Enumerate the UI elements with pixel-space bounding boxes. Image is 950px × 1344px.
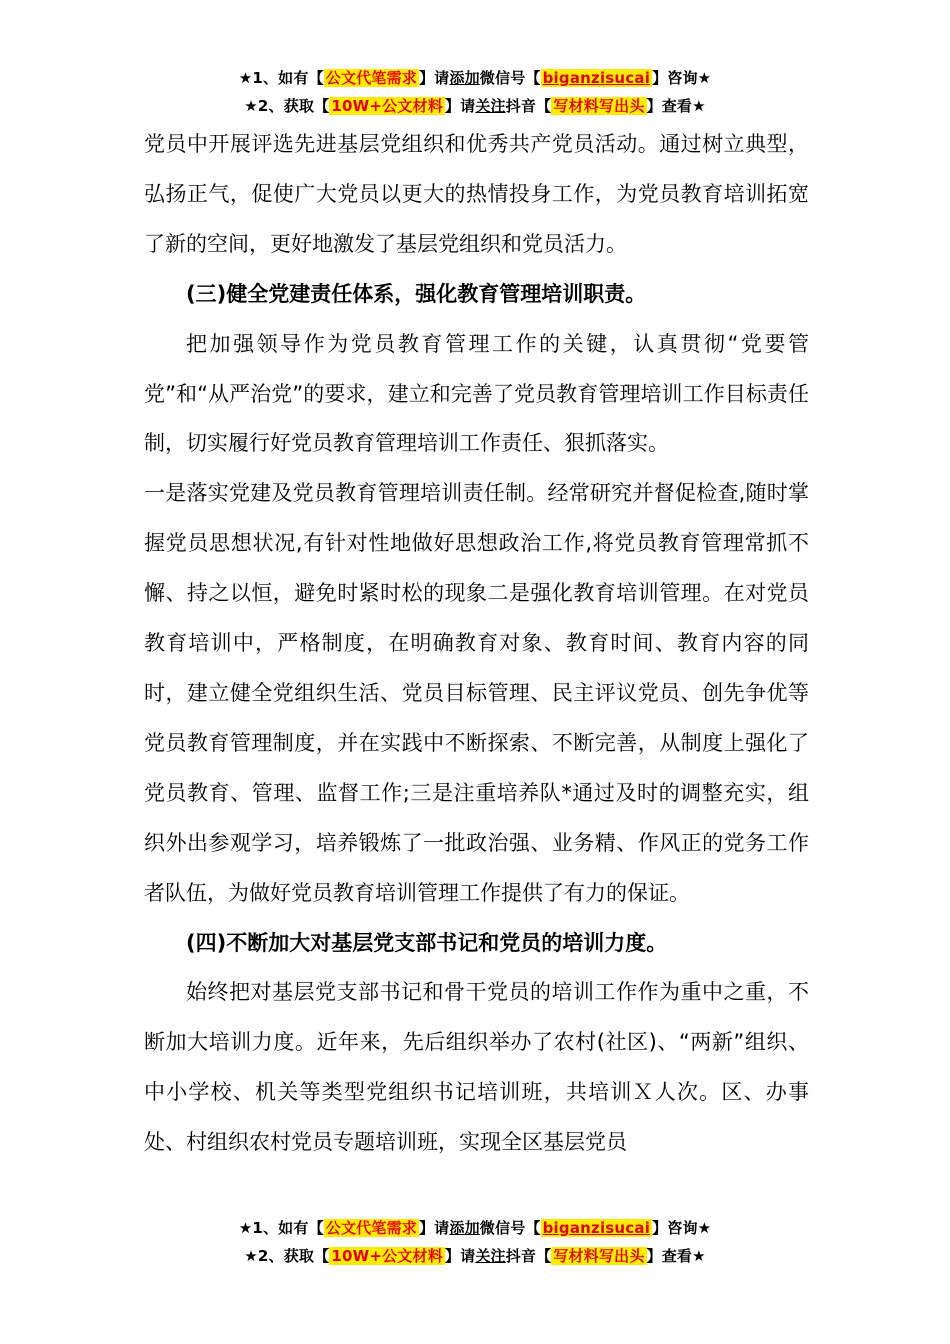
banner-text: 】咨询★ <box>652 69 712 87</box>
banner-highlight: 10W+公文材料 <box>331 1247 443 1265</box>
banner-text: ★1、如有【 <box>238 69 324 87</box>
banner-text: 】请 <box>418 1219 450 1237</box>
banner-douyin-account: 写材料写出头 <box>553 97 645 115</box>
banner-text: 】请 <box>444 1247 476 1265</box>
banner-highlight: 10W+公文材料 <box>331 97 443 115</box>
banner-text: 】请 <box>444 97 476 115</box>
banner-line-1 <box>0 64 950 92</box>
banner-wechat-id[interactable]: biganzisucai <box>542 1219 651 1237</box>
document-body <box>144 120 809 1168</box>
banner-douyin-account: 写材料写出头 <box>553 1247 645 1265</box>
header-banner <box>0 64 950 120</box>
paragraph-continuation: 党员中开展评选先进基层党组织和优秀共产党员活动。通过树立典型，弘扬正气，促使广大党员以更大的热情投身工作，为党员教育培训拓宽了新的空间，更好地激发了基层党组织和党员活力。 <box>144 132 809 256</box>
banner-text: 】咨询★ <box>652 1219 712 1237</box>
section-heading-3: (三)健全党建责任体系，强化教育管理培训职责。 <box>186 281 647 306</box>
banner-text: ★2、获取【 <box>244 97 330 115</box>
footer-banner <box>0 1214 950 1270</box>
paragraph: 把加强领导作为党员教育管理工作的关键，认真贯彻“党要管党”和“从严治党”的要求，建立和完善了党员教育管理培训工作目标责任制，切实履行好党员教育管理培训工作责任、狠抓落实。 <box>144 331 809 456</box>
banner-text: 抖音【 <box>505 97 552 115</box>
banner-line-2 <box>0 92 950 120</box>
banner-text: ★2、获取【 <box>244 1247 330 1265</box>
paragraph: 一是落实党建及党员教育管理培训责任制。经常研究并督促检查,随时掌握党员思想状况,有针对性地做好思想政治工作,将党员教育管理常抓不懈、持之以恒，避免时紧时松的现象二是强化教育培训管理。在对党员教育培训中，严格制度，在明确教育对象、教育时间、教育内容的同时，建立健全党组织生活、党员目标管理、民主评议党员、创先争优等党员教育管理制度，并在实践中不断探索、不断完善，从制度上强化了党员教育、管理、监督工作;三是注重培养队*通过及时的调整充实，组织外出参观学习，培养锻炼了一批政治强、业务精、作风正的党务工作者队伍，为做好党员教育培训管理工作提供了有力的保证。 <box>144 481 809 905</box>
banner-line-1 <box>0 1214 950 1242</box>
banner-text: 微信号【 <box>479 1219 541 1237</box>
section-heading-4: (四)不断加大对基层党支部书记和党员的培训力度。 <box>186 930 668 955</box>
banner-underlined-text: 关注 <box>475 97 506 115</box>
banner-text: 微信号【 <box>479 69 541 87</box>
banner-underlined-text: 添加 <box>449 1219 480 1237</box>
banner-text: 抖音【 <box>505 1247 552 1265</box>
banner-text: ★1、如有【 <box>238 1219 324 1237</box>
banner-text: 】请 <box>418 69 450 87</box>
banner-line-2 <box>0 1242 950 1270</box>
paragraph: 始终把对基层党支部书记和骨干党员的培训工作作为重中之重，不断加大培训力度。近年来，先后组织举办了农村(社区)、“两新”组织、中小学校、机关等类型党组织书记培训班，共培训Ｘ人次。区、办事处、村组织农村党员专题培训班，实现全区基层党员 <box>144 980 809 1155</box>
banner-underlined-text: 添加 <box>449 69 480 87</box>
banner-highlight: 公文代笔需求 <box>325 69 417 87</box>
banner-text: 】查看★ <box>646 1247 706 1265</box>
banner-text: 】查看★ <box>646 97 706 115</box>
banner-wechat-id[interactable]: biganzisucai <box>542 69 651 87</box>
banner-underlined-text: 关注 <box>475 1247 506 1265</box>
banner-highlight: 公文代笔需求 <box>325 1219 417 1237</box>
